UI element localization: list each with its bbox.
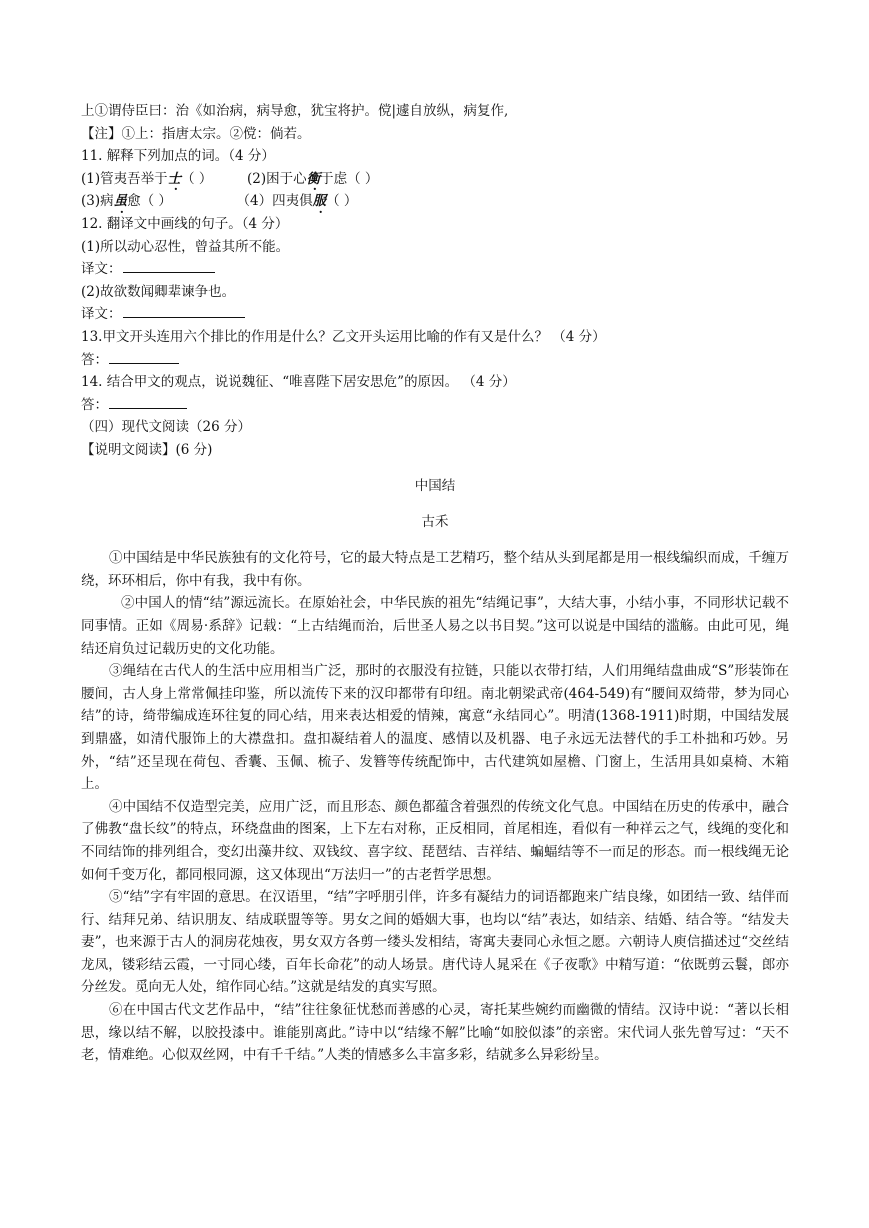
answer-blank-line[interactable] [109,349,179,364]
q11-item-3-prefix: (3)病 [81,193,114,210]
answer-blank-line[interactable] [109,394,187,409]
annotation-note: 【注】①上：指唐太宗。②傥：倘若。 [81,125,311,142]
question-12-sentence-2: (2)故欲数闻卿辈谏争也。 [81,283,236,300]
q11-item-4-suffix: （ ） [326,193,358,210]
subsection-heading: 【说明文阅读】(6 分) [81,441,213,458]
article-paragraph: ①中国结是中华民族独有的文化符号，它的最大特点是工艺精巧，整个结从头到尾都是用一根线编织而成，千缠万绕，环环相后，你中有我，我中有你。 [81,550,789,589]
q11-item-2-dotted-word: 衡 [306,170,321,187]
translation-label: 译文： [81,306,122,323]
passage-tail-line: 上①谓侍臣曰：治《如治病，病导愈，犹宝将护。傥|遽自放纵，病复作, [81,103,509,119]
section-heading: （四）现代文阅读（26 分） [81,419,251,436]
q11-item-3-suffix: 愈（ ） [127,193,172,210]
article-paragraph: ⑤“结”字有牢固的意思。在汉语里，“结”字呼朋引伴，许多有凝结力的词语都跑来广结良缘，如团结一致、结伴而行、结拜兄弟、结识朋友、结成联盟等等。男女之间的婚姻大事，也均以“结”表达，如结亲、结婚、结合等。“结发夫妻”，也来源于古人的洞房花烛夜，男女双方各剪一缕头发相结，寄寓夫妻同心永恒之愿。六朝诗人庾信描述过“交丝结龙凤，镂彩结云霞，一寸同心缕，百年长命花”的动人场景。唐代诗人晁采在《子夜歌》中精写道：“依既剪云鬟，郎亦分丝发。觅向无人处，绾作同心结。”这就是结发的真实写照。 [81,889,789,996]
question-14: 14. 结合甲文的观点，说说魏征、“唯喜陛下居安思危”的原因。 （4 分） [81,374,516,391]
article-paragraph: ⑥在中国古代文艺作品中，“结”往往象征忧愁而善感的心灵，寄托某些婉约而幽微的情结。汉诗中说：“著以长相思，缘以结不解，以胶投漆中。谁能别离此。”诗中以“结缘不解”比喻“如胶似漆”的亲密。宋代词人张先曾写过：“天不老，情难绝。心似双丝网，中有千千结。”人类的情感多么丰富多彩，结就多么异彩纷呈。 [81,1002,789,1064]
q11-item-1-prefix: (1)管夷吾举于 [81,170,168,187]
q11-item-4-prefix: （4）四夷俱 [236,193,313,210]
q11-item-1-answer-parens: （ ） [181,170,213,187]
q11-item-1-dotted-word: 士 [167,170,182,187]
q11-item-2-suffix: 于虑（ ） [320,170,379,187]
article-paragraph: ③绳结在古代人的生活中应用相当广泛，那时的衣服没有拉链，只能以衣带打结，人们用绳结盘曲成“S”形装饰在腰间，古人身上常常佩挂印鉴，所以流传下来的汉印都带有印纽。南北朝梁武帝(464-549)有“腰间双绮带，梦为同心结”的诗，绮带编成连环往复的同心结，用来表达相爱的情辣，寓意“永结同心”。明清(1368-1911)时期，中国结发展到鼎盛，如清代服饰上的大襟盘扣。盘扣凝结着人的温度、感情以及机器、电子永远无法替代的手工朴拙和巧妙。另外，“结”还呈现在荷包、香囊、玉佩、梳子、发簪等传统配饰中，古代建筑如屋檐、门窗上，生活用具如桌椅、木箱上。 [81,663,789,793]
answer-blank-line[interactable] [123,303,245,318]
article-author: 古禾 [421,514,449,531]
answer-label: 答： [81,351,108,368]
question-11-stem: 11. 解释下列加点的词。（4 分） [81,148,275,165]
translation-label: 译文： [81,261,122,278]
article-paragraph: ②中国人的情“结”源远流长。在原始社会，中华民族的祖先“结绳记事”，大结大事，小结小事，不同形状记载不同事情。正如《周易·系辞》记载：“上古结绳而治，后世圣人易之以书目契。”这可以说是中国结的滥觞。由此可见，绳结还肩负过记载历史的文化功能。 [81,595,789,657]
question-11-row-2 [81,190,789,213]
question-11-row-1 [81,168,789,191]
q11-item-3-dotted-word: 虽 [113,193,128,210]
question-12-stem: 12. 翻译文中画线的句子。（4 分） [81,215,289,232]
q11-item-4-dotted-word: 服 [312,193,327,210]
question-14-answer-row [81,394,789,417]
answer-blank-line[interactable] [123,258,215,273]
q11-item-2-prefix: (2)困于心 [247,170,307,187]
question-13: 13.甲文开头连用六个排比的作用是什么？乙文开头运用比喻的作有又是什么？ （4 分） [81,328,606,345]
article-paragraph: ④中国结不仅造型完美，应用广泛，而且形态、颜色都蕴含着强烈的传统文化气息。中国结在历史的传承中，融合了佛教“盘长纹”的特点，环绕盘曲的图案，上下左右对称，正反相同，首尾相连，看似有一种祥云之气，线绳的变化和不同结饰的排列组合，变幻出藻井纹、双钱纹、喜字纹、琵琶结、吉祥结、蝙蝠结等不一而足的形态。而一根线绳无论如何千变万化，都同根同源，这又体现出“万法归一”的古老哲学思想。 [81,798,789,883]
question-12-sentence-1: (1)所以动心忍性，曾益其所不能。 [81,238,290,255]
article-title: 中国结 [414,478,456,494]
question-13-answer-row [81,349,789,372]
document-page [81,100,789,1067]
question-12-answer-row-2 [81,303,789,326]
answer-label: 答： [81,396,108,413]
question-12-answer-row-1 [81,258,789,281]
